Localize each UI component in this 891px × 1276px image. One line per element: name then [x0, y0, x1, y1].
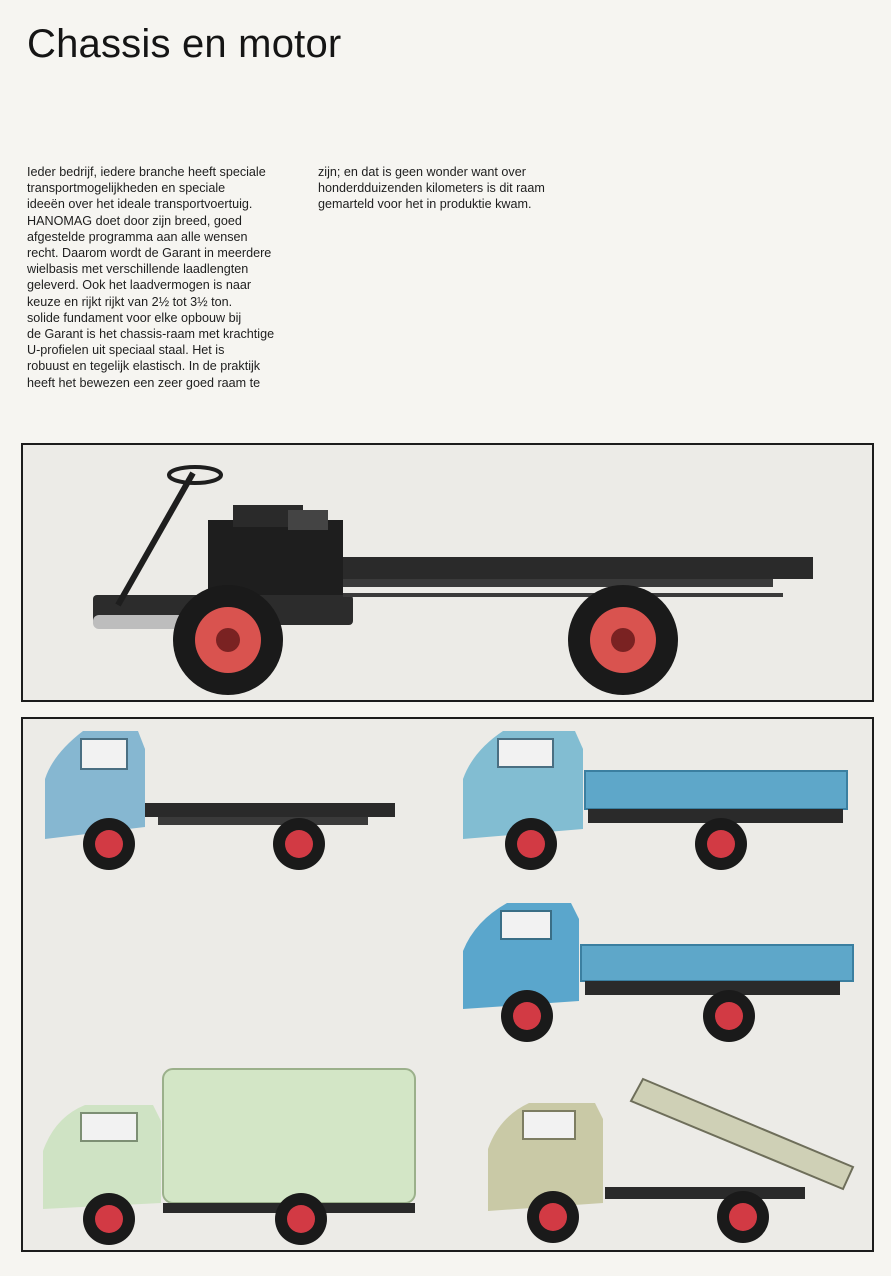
chassis-photo	[21, 443, 874, 702]
text-line: keuze en rijkt rijkt van 2½ tot 3½ ton.	[27, 294, 233, 309]
text-line: solide fundament voor elke opbouw bij	[27, 310, 242, 325]
text-line: heeft het bewezen een zeer goed raam te	[27, 375, 261, 390]
text-line: wielbasis met verschillende laadlengten	[27, 262, 249, 277]
page-title: Chassis en motor	[27, 22, 342, 66]
body-text-right-column	[318, 164, 588, 213]
text-line: U-profielen uit speciaal staal. Het is	[27, 343, 225, 358]
text-line: ideeën over het ideale transportvoertuig.	[27, 197, 253, 212]
text-line: geleverd. Ook het laadvermogen is naar	[27, 278, 252, 293]
text-line: de Garant is het chassis-raam met krachtige	[27, 327, 275, 342]
body-text-left-column	[27, 164, 307, 391]
text-line: zijn; en dat is geen wonder want over	[318, 165, 526, 179]
text-line: robuust en tegelijk elastisch. In de praktijk	[27, 359, 261, 374]
text-line: gemarteld voor het in produktie kwam.	[318, 197, 532, 212]
text-line: recht. Daarom wordt de Garant in meerdere	[27, 246, 272, 261]
text-line: Ieder bedrijf, iedere branche heeft speciale	[27, 165, 266, 179]
chassis-illustration	[23, 445, 872, 700]
vehicle-variants-photo	[21, 717, 874, 1252]
text-line: honderdduizenden kilometers is dit raam	[318, 181, 545, 196]
text-line: HANOMAG doet door zijn breed, goed	[27, 213, 242, 228]
text-line: afgestelde programma aan alle wensen	[27, 229, 248, 244]
vehicle-variants-illustration	[23, 719, 872, 1250]
text-line: transportmogelijkheden en speciale	[27, 181, 226, 196]
